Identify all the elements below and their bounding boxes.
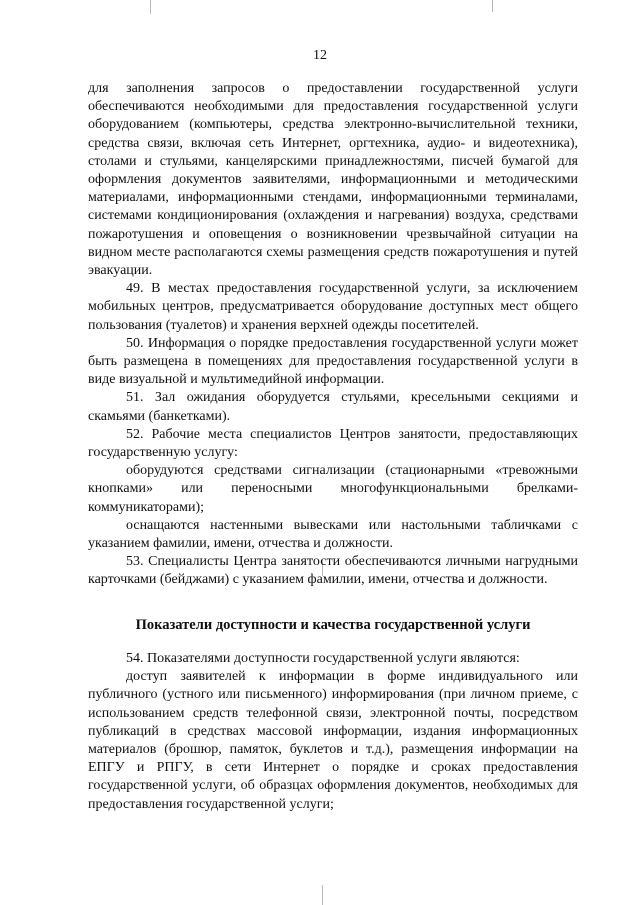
paragraph-54: 54. Показателями доступности государственной услуги являются: bbox=[126, 650, 520, 666]
document-body bbox=[88, 80, 578, 814]
paragraph-52-item-1: оборудуются средствами сигнализации (стационарными «тревожными кнопками» или переносными многофункциональными брелками-коммуникаторами); bbox=[88, 463, 578, 515]
paragraph-54-item-1: доступ заявителей к информации в форме индивидуального или публичного (устного или письменного) информирования (при личном приеме, с использованием средств телефонной связи, электронной почты, посредством публикаций в средствах массовой информации, издания информационных материалов (брошюр, памяток, буклетов и т.д.), размещения информации на ЕПГУ и РПГУ, в сети Интернет о порядке и сроках предоставления государственной услуги, об образцах оформления документов, необходимых для предоставления государственной услуги; bbox=[88, 669, 578, 812]
paragraph-50: 50. Информация о порядке предоставления государственной услуги может быть размещена в помещениях для предоставления государственной услуги в виде визуальной и мультимедийной информации. bbox=[88, 335, 578, 388]
paragraph-52-item-2: оснащаются настенными вывесками или настольными табличками с указанием фамилии, имени, отчества и должности. bbox=[88, 517, 578, 552]
scan-edge-mark-top bbox=[150, 0, 151, 14]
paragraph-49: 49. В местах предоставления государственной услуги, за исключением мобильных центров, предусматривается оборудование доступных мест общего пользования (туалетов) и хранения верхней одежды посетителей. bbox=[88, 281, 578, 333]
scan-edge-mark-top-right bbox=[492, 0, 493, 12]
scan-edge-mark-bottom bbox=[322, 885, 323, 905]
section-heading: Показатели доступности и качества государственной услуги bbox=[135, 616, 531, 633]
paragraph-52: 52. Рабочие места специалистов Центров занятости, предоставляющих государственную услугу: bbox=[88, 426, 578, 461]
paragraph-51: 51. Зал ожидания оборудуется стульями, кресельными секциями и скамьями (банкетками). bbox=[88, 390, 578, 424]
paragraph-continuation: для заполнения запросов о предоставлении государственной услуги обеспечиваются необходимыми для предоставления государственной услуги оборудованием (компьютеры, средства электронно-вычислительной техники, средства связи, включая сеть Интернет, оргтехника, аудио- и видеотехника), столами и стульями, канцелярскими принадлежностями, писчей бумагой для оформления документов заявителями, информационными и методическими материалами, информационными стендами, информационными терминалами, системами кондиционирования (охлаждения и нагревания) воздуха, средствами пожаротушения и оповещения о возникновении чрезвычайной ситуации на видном месте располагаются схемы размещения средств пожаротушения и путей эвакуации. bbox=[88, 81, 578, 279]
page-number: 12 bbox=[313, 48, 327, 63]
paragraph-53: 53. Специалисты Центра занятости обеспечиваются личными нагрудными карточками (бейджами) с указанием фамилии, имени, отчества и должности. bbox=[88, 554, 578, 588]
